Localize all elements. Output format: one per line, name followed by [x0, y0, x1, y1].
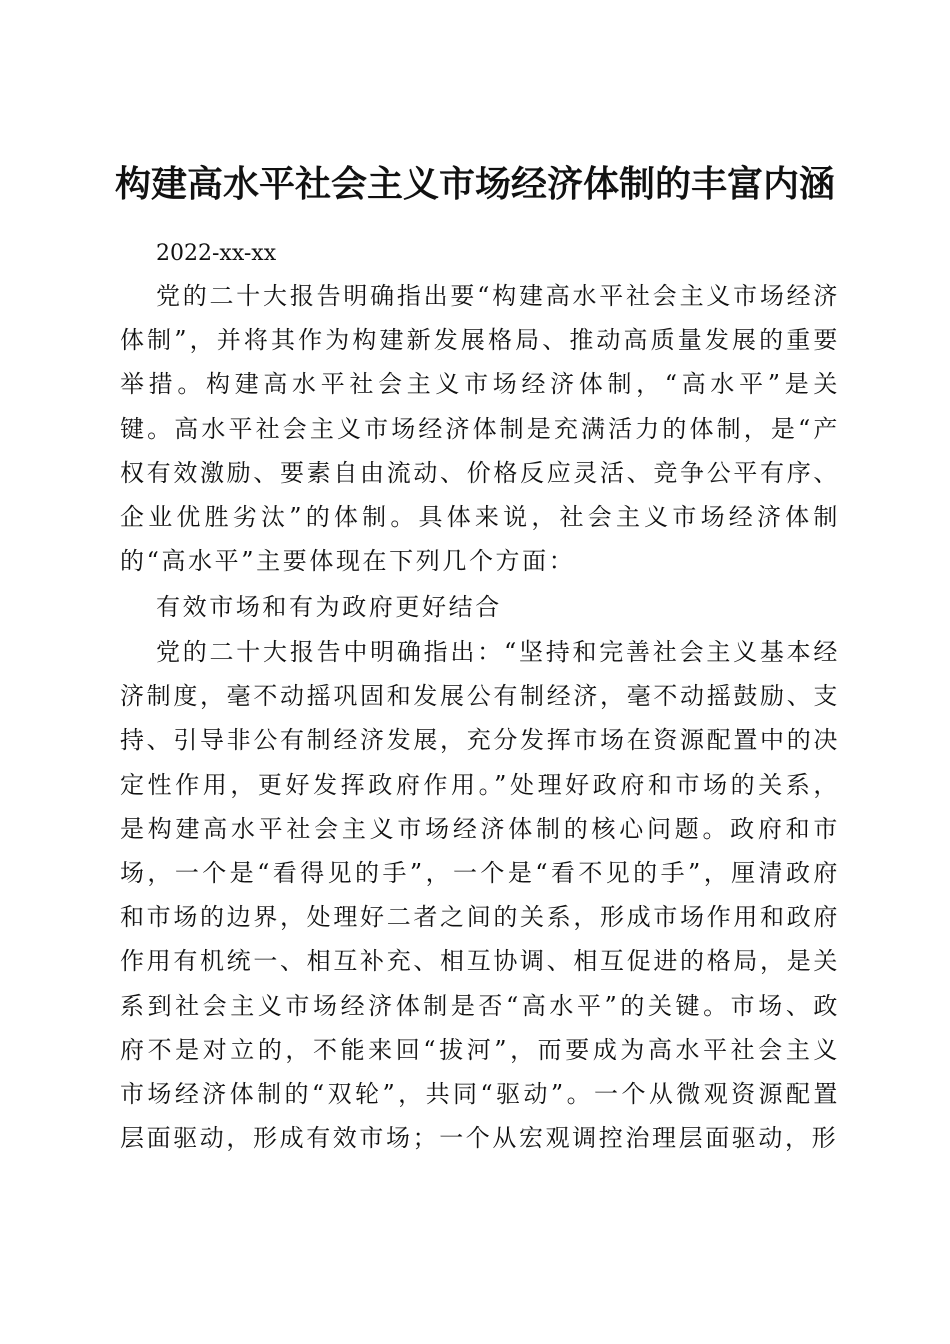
paragraph-intro: 党的二十大报告明确指出要“构建高水平社会主义市场经济体制”，并将其作为构建新发展格局、推动高质量发展的重要举措。构建高水平社会主义市场经济体制，“高水平”是关键。高水平社会主义市场经济体制是充满活力的体制，是“产权有效激励、要素自由流动、价格反应灵活、竞争公平有序、企业优胜劣汰”的体制。具体来说，社会主义市场经济体制的“高水平”主要体现在下列几个方面： — [120, 282, 840, 576]
document-date: 2022-xx-xx — [156, 241, 277, 266]
paragraph-body: 党的二十大报告中明确指出：“坚持和完善社会主义基本经济制度，毫不动摇巩固和发展公有制经济，毫不动摇鼓励、支持、引导非公有制经济发展，充分发挥市场在资源配置中的决定性作用，更好发挥政府作用。”处理好政府和市场的关系，是构建高水平社会主义市场经济体制的核心问题。政府和市场，一个是“看得见的手”，一个是“看不见的手”，厘清政府和市场的边界，处理好二者之间的关系，形成市场作用和政府作用有机统一、相互补充、相互协调、相互促进的格局，是关系到社会主义市场经济体制是否“高水平”的关键。市场、政府不是对立的，不能来回“拔河”，而要成为高水平社会主义市场经济体制的“双轮”，共同“驱动”。一个从微观资源配置层面驱动，形成有效市场；一个从宏观调控治理层面驱动，形 — [120, 638, 840, 1153]
document-title: 构建高水平社会主义市场经济体制的丰富内涵 — [114, 163, 835, 206]
section-heading: 有效市场和有为政府更好结合 — [156, 593, 502, 621]
